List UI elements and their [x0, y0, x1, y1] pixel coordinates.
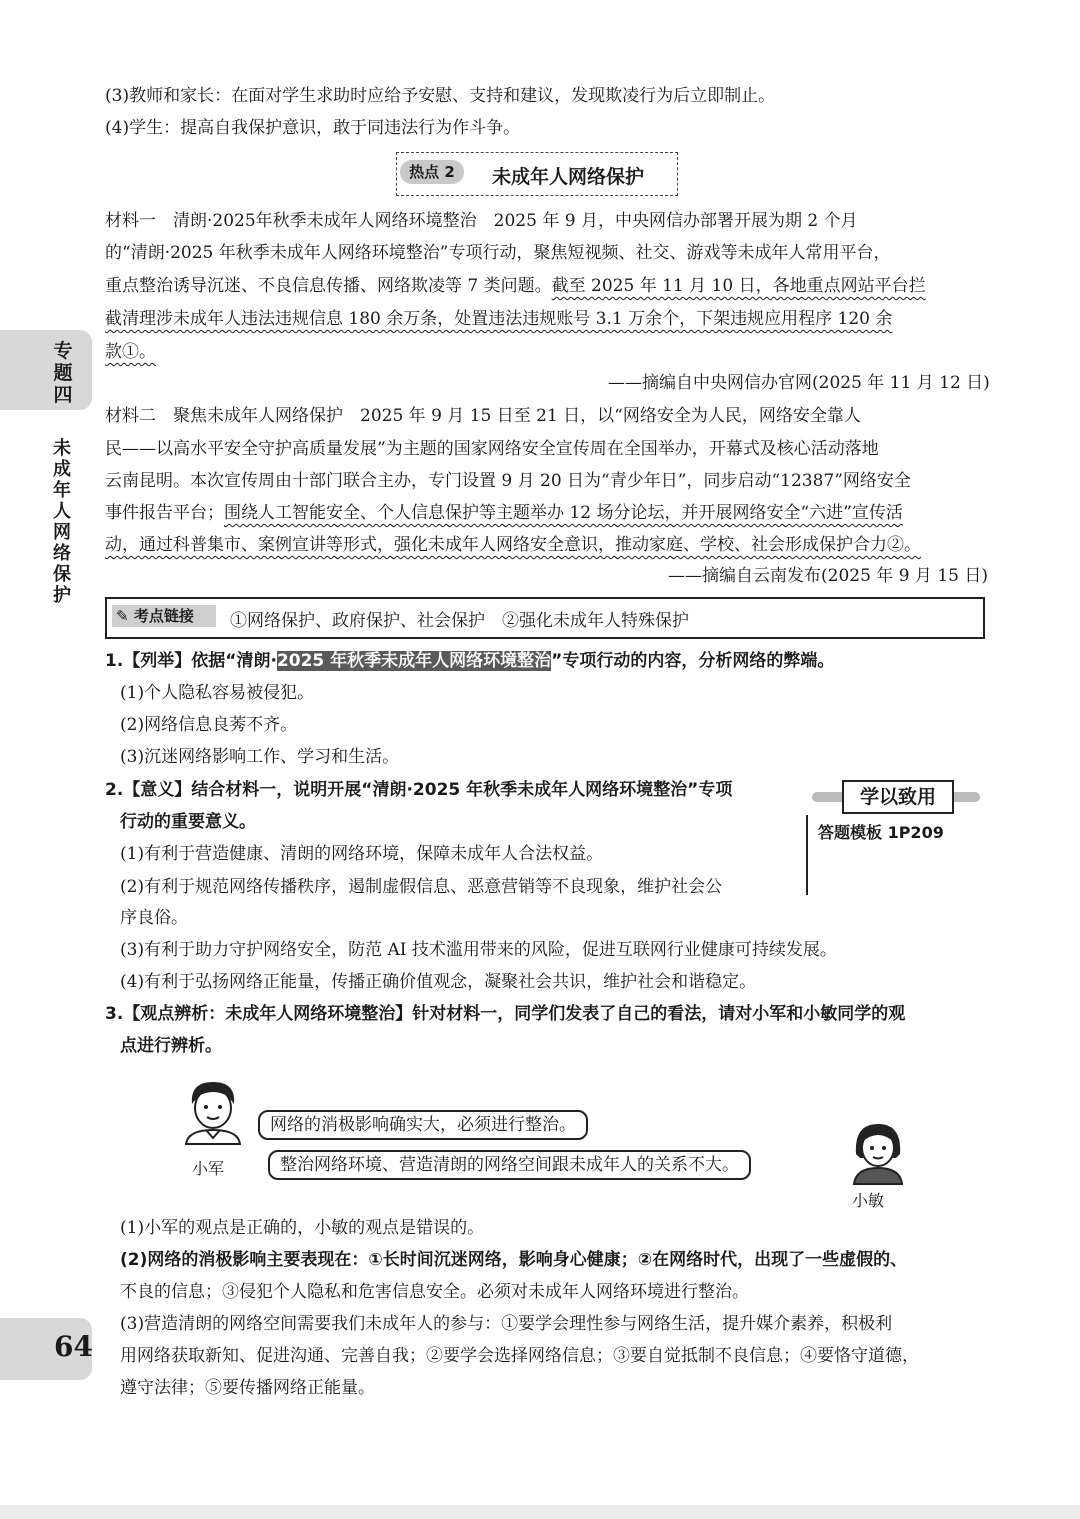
material1-line5: 款①。	[105, 342, 156, 362]
hotspot-title: 未成年人网络保护	[492, 166, 645, 188]
hotspot-label: 热点 2	[400, 160, 464, 184]
q2-answer-4: (4)有利于弘扬网络正能量，传播正确价值观念，凝聚社会共识，维护社会和谐稳定。	[120, 972, 757, 992]
page-number: 64	[54, 1330, 93, 1363]
q1-answer-2: (2)网络信息良莠不齐。	[120, 715, 298, 735]
material1-source: ——摘编自中央网信办官网(2025 年 11 月 12 日)	[608, 373, 990, 393]
q2-answer-2b: 序良俗。	[120, 908, 188, 928]
speech-bubble-xiaomin: 整治网络环境、营造清朗的网络空间跟未成年人的关系不大。	[268, 1150, 751, 1180]
question-2-line1: 2.【意义】结合材料一，说明开展“清朗·2025 年秋季未成年人网络环境整治”专项	[105, 780, 733, 800]
apply-separator	[806, 815, 808, 895]
material1-line1: 材料一 清朗·2025年秋季未成年人网络环境整治 2025 年 9 月，中央网信办部署开展为期 2 个月	[105, 211, 858, 231]
material2-source: ——摘编自云南发布(2025 年 9 月 15 日)	[668, 566, 988, 586]
topic-tab	[0, 330, 92, 410]
q2-answer-3: (3)有利于助力守护网络安全，防范 AI 技术滥用带来的风险，促进互联网行业健康可持续发展。	[120, 940, 837, 960]
bottom-bar	[0, 1505, 1080, 1519]
girl-illustration	[848, 1118, 908, 1186]
top-item-4: (4)学生：提高自我保护意识，敢于同违法行为作斗争。	[105, 118, 521, 138]
q2-answer-1: (1)有利于营造健康、清朗的网络环境，保障未成年人合法权益。	[120, 844, 604, 864]
q3-answer-3b: 用网络获取新知、促进沟通、完善自我；②要学会选择网络信息；③要自觉抵制不良信息；④要恪守道德，	[120, 1346, 919, 1366]
boy-illustration	[178, 1076, 248, 1146]
apply-badge-tag: 学以致用	[842, 780, 954, 814]
knowledge-link-label: ✎ 考点链接	[112, 605, 216, 627]
question-1: 1.【列举】依据“清朗·2025 年秋季未成年人网络环境整治”专项行动的内容，分析网络的弊端。	[105, 651, 835, 671]
question-3-line2: 点进行辨析。	[120, 1036, 222, 1056]
apply-reference: 答题模板 1P209	[818, 823, 944, 842]
name-xiaomin: 小敏	[852, 1191, 885, 1210]
material1-line2: 的“清朗·2025 年秋季未成年人网络环境整治”专项行动，聚焦短视频、社交、游戏等未成年人常用平台，	[105, 243, 891, 263]
material1-line4: 截清理涉未成年人违法违规信息 180 余万条，处置违法违规账号 3.1 万余个，下架违规应用程序 120 余	[105, 309, 893, 329]
question-2-line2: 行动的重要意义。	[120, 812, 256, 832]
name-xiaojun: 小军	[192, 1159, 225, 1178]
question-3-line1: 3.【观点辨析：未成年人网络环境整治】针对材料一，同学们发表了自己的看法，请对小军和小敏同学的观	[105, 1004, 906, 1024]
q2-answer-2a: (2)有利于规范网络传播秩序，遏制虚假信息、恶意营销等不良现象，维护社会公	[120, 877, 723, 897]
material2-line2: 民——以高水平安全守护高质量发展”为主题的国家网络安全宣传周在全国举办，开幕式及核心活动落地	[105, 439, 879, 459]
material2-line5: 动，通过科普集市、案例宣讲等形式，强化未成年人网络安全意识，推动家庭、学校、社会形成保护合力②。	[105, 535, 921, 555]
topic-title: 未 成 年 人 网 络 保 护	[53, 438, 71, 606]
material2-line3: 云南昆明。本次宣传周由十部门联合主办，专门设置 9 月 20 日为“青少年日”，同步启动“12387”网络安全	[105, 471, 911, 491]
q3-answer-2b: 不良的信息；③侵犯个人隐私和危害信息安全。必须对未成年人网络环境进行整治。	[120, 1282, 749, 1302]
material1-line3: 重点整治诱导沉迷、不良信息传播、网络欺凌等 7 类问题。截至 2025 年 11 月 10 日，各地重点网站平台拦	[105, 276, 926, 296]
q3-answer-1: (1)小军的观点是正确的，小敏的观点是错误的。	[120, 1218, 485, 1238]
q3-answer-3c: 遵守法律；⑤要传播网络正能量。	[120, 1378, 375, 1398]
selected-text: 2025 年秋季未成年人网络环境整治	[276, 651, 552, 671]
speech-bubble-xiaojun: 网络的消极影响确实大，必须进行整治。	[258, 1110, 588, 1140]
q3-answer-2a: (2)网络的消极影响主要表现在：①长时间沉迷网络，影响身心健康；②在网络时代，出现了一些虚假的、	[120, 1250, 908, 1270]
q1-answer-1: (1)个人隐私容易被侵犯。	[120, 683, 315, 703]
q3-answer-3a: (3)营造清朗的网络空间需要我们未成年人的参与：①要学会理性参与网络生活，提升媒介素养，积极利	[120, 1314, 893, 1334]
knowledge-link-text: ①网络保护、政府保护、社会保护 ②强化未成年人特殊保护	[230, 611, 689, 631]
material2-line4: 事件报告平台；围绕人工智能安全、个人信息保护等主题举办 12 场分论坛，并开展网络安全“六进”宣传活	[105, 503, 903, 523]
pencil-icon: ✎	[116, 607, 129, 625]
top-item-3: (3)教师和家长：在面对学生求助时应给予安慰、支持和建议，发现欺凌行为后立即制止。	[105, 86, 776, 106]
material2-line1: 材料二 聚焦未成年人网络保护 2025 年 9 月 15 日至 21 日，以“网络安全为人民，网络安全靠人	[105, 406, 861, 426]
apply-badge	[812, 780, 980, 812]
q1-answer-3: (3)沉迷网络影响工作、学习和生活。	[120, 747, 400, 767]
topic-label: 专 题 四	[53, 340, 73, 406]
